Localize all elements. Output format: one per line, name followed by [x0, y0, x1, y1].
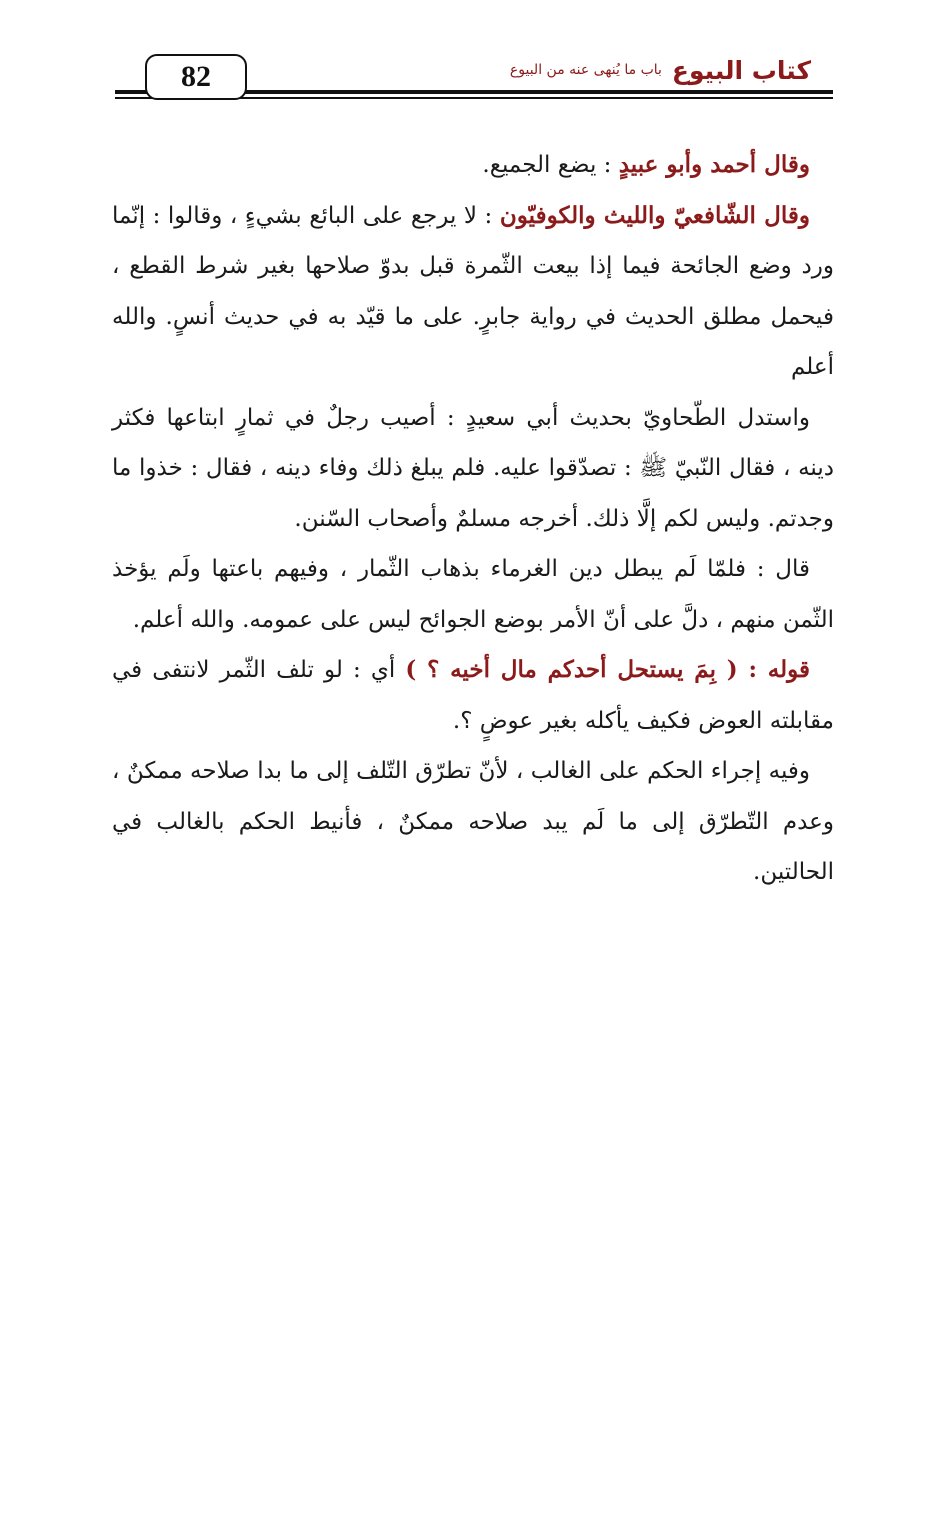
paragraph-5: [112, 645, 834, 746]
book-title: كتاب البيوع: [671, 55, 811, 85]
paragraph-3: [112, 393, 834, 545]
paragraph-4: [112, 544, 834, 645]
page-body: [112, 140, 834, 898]
paragraph-text: أي : لو تلف الثّمر لانتفى في مقابلته العوض فكيف يأكله بغير عوضٍ ؟.: [112, 657, 834, 734]
highlighted-phrase: وقال أحمد وأبو عبيدٍ: [618, 151, 810, 178]
chapter-title: باب ما يُنهى عنه من البيوع: [509, 62, 662, 78]
header-title: [510, 52, 811, 88]
highlighted-phrase: قوله : ( بِمَ يستحل أحدكم مال أخيه ؟ ): [405, 656, 810, 683]
paragraph-text: وفيه إجراء الحكم على الغالب ، لأنّ تطرّق التّلف إلى ما بدا صلاحه ممكنٌ ، وعدم التّطرّق إلى ما لَم يبد صلاحه ممكنٌ ، فأنيط الحكم بالغالب في الحالتين.: [112, 758, 834, 885]
paragraph-text: : لا يرجع على البائع بشيءٍ ، وقالوا : إنّما ورد وضع الجائحة فيما إذا بيعت الثّمرة قبل بدوّ صلاحها بغير شرط القطع ، فيحمل مطلق الحديث في رواية جابرٍ. على ما قيّد به في حديث أنسٍ. والله أعلم: [112, 202, 834, 380]
paragraph-text: واستدل الطّحاويّ بحديث أبي سعيدٍ : أصيب رجلٌ في ثمارٍ ابتاعها فكثر دينه ، فقال النّبيّ ﷺ : تصدّقوا عليه. فلم يبلغ ذلك وفاء دينه ، فقال : خذوا ما وجدتم. وليس لكم إلَّا ذلك. أخرجه مسلمٌ وأصحاب السّنن.: [112, 404, 834, 532]
paragraph-text: : يضع الجميع.: [482, 152, 619, 178]
paragraph-2: [112, 191, 834, 393]
page-number: 82: [145, 54, 247, 100]
paragraph-1: [112, 140, 834, 191]
paragraph-6: [112, 746, 834, 898]
highlighted-phrase: وقال الشّافعيّ والليث والكوفيّون: [499, 201, 811, 229]
page-header: [115, 52, 833, 104]
paragraph-text: قال : فلمّا لَم يبطل دين الغرماء بذهاب الثّمار ، وفيهم باعتها ولَم يؤخذ الثّمن منهم ، دلَّ على أنّ الأمر بوضع الجوائح ليس على عمومه. والله أعلم.: [112, 556, 834, 633]
